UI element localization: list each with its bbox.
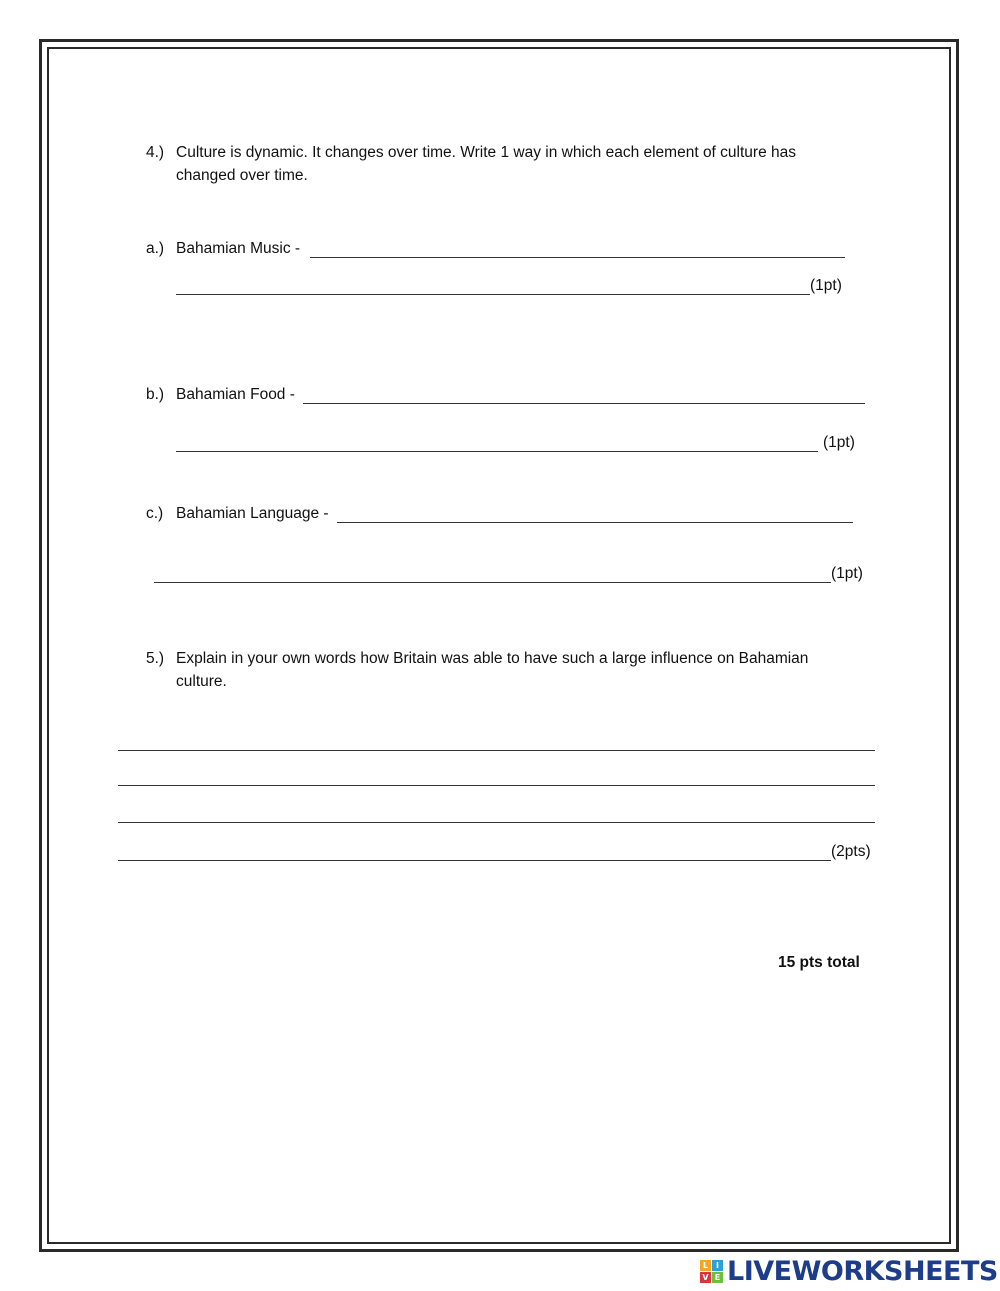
worksheet-border [39, 39, 959, 1252]
q4b-label: b.) [146, 386, 165, 403]
q4b-points: (1pt) [823, 434, 855, 451]
q5-points: (2pts) [831, 843, 871, 860]
q5-prompt-line2: culture. [176, 673, 227, 690]
q4c-label: c.) [146, 505, 164, 522]
q4c-points: (1pt) [831, 565, 863, 582]
logo-text: LIVEWORKSHEETS [727, 1255, 998, 1287]
q5-answer-line-1[interactable] [118, 750, 875, 751]
q4b-answer-line-1[interactable] [303, 403, 865, 404]
q4a-text: Bahamian Music - [176, 240, 301, 257]
total-points: 15 pts total [778, 954, 860, 971]
q5-answer-line-2[interactable] [118, 785, 875, 786]
q4b-answer-line-2[interactable] [176, 451, 818, 452]
liveworksheets-logo [700, 1256, 998, 1286]
q5-number: 5.) [146, 650, 165, 667]
q4a-points: (1pt) [810, 277, 842, 294]
q4c-answer-line-2[interactable] [154, 582, 831, 583]
q4-prompt-line1: Culture is dynamic. It changes over time. Write 1 way in which each element of culture has [176, 144, 796, 161]
q4c-text: Bahamian Language - [176, 505, 329, 522]
q5-answer-line-4[interactable] [118, 860, 831, 861]
q4-prompt-line2: changed over time. [176, 167, 308, 184]
q4c-answer-line-1[interactable] [337, 522, 853, 523]
q4-number: 4.) [146, 144, 165, 161]
q4a-label: a.) [146, 240, 165, 257]
logo-mark-icon: L I V E [700, 1260, 723, 1283]
q4a-answer-line-1[interactable] [310, 257, 845, 258]
q5-answer-line-3[interactable] [118, 822, 875, 823]
q4b-text: Bahamian Food - [176, 386, 295, 403]
q4a-answer-line-2[interactable] [176, 294, 810, 295]
worksheet-inner-border [47, 47, 951, 1244]
q5-prompt-line1: Explain in your own words how Britain was able to have such a large influence on Bahamian [176, 650, 809, 667]
